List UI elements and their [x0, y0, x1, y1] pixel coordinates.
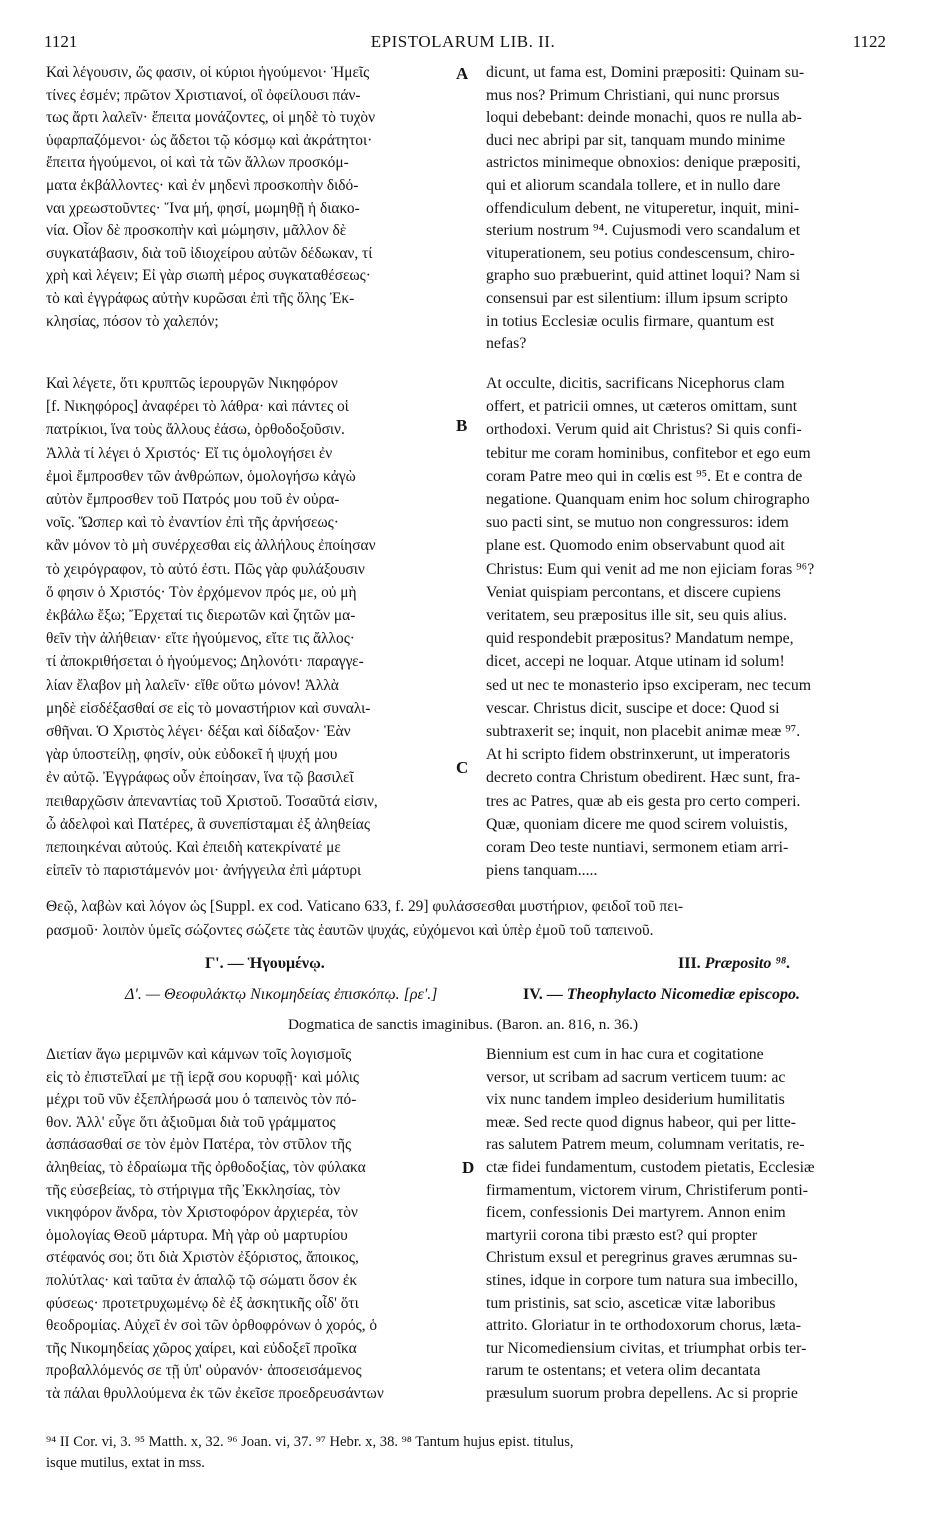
latin-text-line: coram Deo teste nuntiavi, sermonem etiam arri- [486, 839, 789, 857]
latin-text-line: meæ. Sed recte quod dignus habeor, qui per litte- [486, 1113, 796, 1131]
greek-text-line: εἰς τὸ ἐπιστεῖλαί με τῇ ἱερᾷ σου κορυφῇ· καὶ μόλις [46, 1068, 359, 1086]
greek-column-section-2 [46, 372, 464, 882]
greek-text-line: θεοδρομίας. Αὐχεῖ ἐν σοὶ τῶν ὀρθοφρόνων ὁ χορός, ὁ [46, 1317, 378, 1335]
latin-text-line: mus nos? Primum Christiani, qui nunc prorsus [486, 86, 780, 104]
greek-text-line: Καὶ λέγουσιν, ὥς φασιν, οἱ κύριοι ἡγούμενοι· Ἡμεῖς [46, 64, 370, 81]
latin-text-line: coram Patre meo qui in cœlis est ⁹⁵. Et e contra de [486, 467, 803, 485]
greek-text-line: τῆς εὐσεβείας, τὸ στήριγμα τῆς Ἐκκλησίας, τὸν [46, 1181, 341, 1199]
greek-text-line: πατρίκιοι, ἵνα τοὺς ἄλλους ἐάσω, ὀρθοδοξοῦσιν. [46, 421, 345, 439]
latin-text-line: qui et aliorum scandala tollere, et in nullo dare [486, 176, 781, 194]
greek-text-line: στέφανός σοι; ὅτι διὰ Χριστὸν ἐξόριστος, ἄποικος, [46, 1249, 359, 1267]
latin-text-line: Veniat quispiam percontans, et discere cupiens [486, 583, 781, 601]
greek-text-line: ἐν αὐτῷ. Ἐγγράφως οὖν ἐποίησαν, ἵνα τῷ βασιλεῖ [46, 769, 354, 787]
latin-text-line: plane est. Quomodo enim observabunt quod ait [486, 537, 785, 555]
greek-text-line: χρὴ καὶ λέγειν; Εἰ γὰρ σιωπὴ μέρος συγκαταθέσεως· [46, 267, 371, 285]
latin-text-line: astrictos minimeque obnoxios: denique præpositi, [486, 154, 801, 172]
greek-text-line: φύσεως· προτετρυχωμένῳ δὲ ἐξ ἀσκητικῆς οἶδ' ὅτι [46, 1294, 359, 1312]
latin-text-line: decreto contra Christum obedirent. Hæc sunt, fra- [486, 769, 801, 787]
greek-text-line: μηδὲ εἰσδέξασθαί σε εἰς τὸ μοναστήριον καὶ συναλι- [46, 699, 371, 717]
latin-heading-3 [678, 955, 790, 973]
latin-text-line: tres ac Patres, quæ ab eis gesta pro certo comperi. [486, 792, 801, 810]
latin-text-line: tum pristinis, sat scio, asceticæ vitæ laboribus [486, 1294, 776, 1312]
greek-heading-4: Δ'. — Θεοφυλάκτῳ Νικομηδείας ἐπισκόπῳ. [ρε'.] [125, 986, 438, 1003]
latin-text-line: dicunt, ut fama est, Domini præpositi: Quinam su- [486, 64, 805, 81]
latin-text-line: suo pacti sint, se mutuo non congressuros: idem [486, 514, 789, 532]
greek-text-line: τῆς Νικομηδείας χῶρος χαίρει, καὶ εὐδοξεῖ προῖκα [46, 1339, 357, 1357]
latin-text-line: tur Nicomediensium civitas, et triumphat orbis ter- [486, 1339, 807, 1357]
greek-text-line: πεποιηκέναι αὐτούς. Καὶ ἐπειδὴ κατεκρίνατέ με [46, 839, 341, 857]
greek-text-line: πολύτλας· καὶ ταῦτα ἐν ἁπαλῷ τῷ σώματι ὅσον ἐκ [46, 1271, 358, 1289]
greek-text-line: προβαλλόμενός σε τῇ ὑπ' οὐρανόν· ἀποσεισάμενος [46, 1362, 362, 1380]
greek-text-line: ματα ἐκβάλλοντες· καὶ ἐν μηδενὶ προσκοπὴν διδό- [46, 176, 359, 194]
latin-column-section-2 [486, 372, 896, 882]
greek-text-line: πειθαρχῶσιν ἀπεναντίας τοῦ Χριστοῦ. Τοσαῦτά εἰσιν, [46, 792, 378, 810]
latin-text-line: ctæ fidei fundamentum, custodem pietatis, Ecclesiæ [486, 1158, 815, 1176]
greek-text-line: ναι χρεωστοῦντες· Ἵνα μή, φησί, μωμηθῇ ἡ διακο- [46, 199, 360, 217]
footnotes [46, 1432, 890, 1474]
latin-text-line: subtraxerit se; inquit, non placebit animæ meæ ⁹⁷. [486, 723, 801, 741]
latin-text-line: At hi scripto fidem obstrinxerunt, ut imperatoris [486, 746, 791, 764]
greek-text-line: μέχρι τοῦ νῦν ἐξεπλήρωσά μου ὁ ταπεινὸς τὸν πό- [46, 1091, 357, 1109]
latin-text-line: veritatem, seu præpositus ille sit, seu quis alius. [486, 607, 787, 625]
greek-text-line: Διετίαν ἄγω μεριμνῶν καὶ κάμνων τοῖς λογισμοῖς [46, 1046, 352, 1063]
margin-marker-d: D [462, 1158, 475, 1177]
latin-text-line: nefas? [486, 335, 527, 353]
greek-text-line: κἂν μόνον τὸ μὴ συνέρχεσθαι εἰς ἀλλήλους ἐποίησαν [46, 537, 376, 555]
greek-text-line: ἐμοὶ ἔμπροσθεν τῶν ἀνθρώπων, ὁμολογήσω κἀγὼ [46, 467, 356, 485]
full-width-line-1: Θεῷ, λαβὼν καὶ λόγον ὡς [Suppl. ex cod. Vaticano 633, f. 29] φυλάσσεσθαι μυστήριον, φειδοῖ τοῦ πει- [46, 898, 683, 915]
latin-heading-4 [523, 986, 800, 1004]
greek-text-line: λίαν ἔλαβον μὴ λαλεῖν· εἴθε οὕτω μόνον! Ἀλλὰ [46, 676, 339, 694]
greek-column-section-1 [46, 62, 464, 333]
latin-heading-3-number: III. [678, 955, 701, 972]
latin-text-line: offert, et patricii omnes, ut cæteros omittam, sunt [486, 398, 798, 416]
latin-text-line: offendiculum debent, ne vituperetur, inquit, mini- [486, 199, 800, 217]
latin-text-line: vix nunc tandem impleo desiderium humilitatis [486, 1091, 785, 1109]
latin-text-line: negatione. Quanquam enim hoc solum chirographo [486, 491, 810, 509]
greek-text-line: θον. Ἀλλ' εὖγε ὅτι ἀξιοῦμαι διὰ τοῦ γράμματος [46, 1113, 336, 1131]
latin-text-line: sterium nostrum ⁹⁴. Cujusmodi vero scandalum et [486, 222, 801, 240]
greek-text-line: ὑφαρπαζόμενοι· ὡς ἄδετοι τῷ κόσμῳ καὶ ἀκράτητοι· [46, 131, 373, 149]
latin-heading-4-number: IV. — [523, 986, 563, 1003]
latin-text-line: orthodoxi. Verum quid ait Christus? Si quis confi- [486, 421, 802, 439]
greek-column-section-3 [46, 1044, 464, 1406]
latin-heading-4-text: Theophylacto Nicomediæ episcopo. [566, 986, 801, 1003]
greek-text-line: τὰ πάλαι θρυλλούμενα ἐκ τῶν ἐκεῖσε προεδρευσάντων [46, 1384, 384, 1402]
greek-text-line: ἀληθείας, τὸ ἑδραίωμα τῆς ὀρθοδοξίας, τὸν φύλακα [46, 1158, 366, 1176]
greek-text-line: θεῖν τὴν ἀλήθειαν· εἴτε ἡγούμενος, εἴτε τις ἄλλος· [46, 630, 355, 648]
margin-marker-a: A [456, 64, 469, 83]
latin-text-line: dicet, accepi ne loquar. Atque utinam id solum! [486, 653, 785, 671]
greek-text-line: ὁμολογίας Θεοῦ μάρτυρα. Μὴ γὰρ οὐ μαρτυρίου [46, 1226, 348, 1244]
footnote-line: isque mutilus, extat in mss. [46, 1455, 205, 1471]
latin-text-line: versor, ut scribam ad sacrum verticem tuum: ac [486, 1068, 786, 1086]
greek-text-line: ὅ φησιν ὁ Χριστός· Τὸν ἐρχόμενον πρός με, οὐ μὴ [46, 583, 357, 601]
latin-column-section-1 [486, 62, 896, 356]
greek-text-line: ἔπειτα ἡγούμενοι, οἱ καὶ τὰ τῶν ἄλλων προσκόμ- [46, 154, 349, 172]
greek-text-line: τί ἀποκριθήσεται ὁ ἡγούμενος; Δηλονότι· παραγγε- [46, 653, 364, 671]
latin-text-line: At occulte, dicitis, sacrificans Nicephorus clam [486, 375, 785, 392]
margin-marker-b: B [456, 416, 468, 435]
greek-text-line: τίνες ἐσμέν; πρῶτον Χριστιανοί, οἳ ὀφείλουσι πάν- [46, 86, 361, 104]
latin-text-line: grapho suo præbuerint, quid attinet loqui? Nam si [486, 267, 801, 285]
greek-text-line: τως ἄρτι λαλεῖν· ἔπειτα μονάζοντες, οἱ μηδὲ τὸ τυχὸν [46, 109, 376, 127]
greek-text-line: κλησίας, πόσον τὸ χαλεπόν; [46, 312, 219, 330]
running-title: EPISTOLARUM LIB. II. [370, 32, 556, 51]
footnote-line: ⁹⁴ II Cor. vi, 3. ⁹⁵ Matth. x, 32. ⁹⁶ Joan. vi, 37. ⁹⁷ Hebr. x, 38. ⁹⁸ Tantum hujus epist. titulus, [46, 1434, 574, 1450]
greek-text-line: σθῆναι. Ὁ Χριστὸς λέγει· δέξαι καὶ δίδαξον· Ἐὰν [46, 723, 351, 741]
latin-text-line: vescar. Christus dicit, suscipe et doce: Quod si [486, 699, 780, 717]
greek-text-line: Καὶ λέγετε, ὅτι κρυπτῶς ἱερουργῶν Νικηφόρον [46, 375, 338, 392]
greek-text-line: [f. Νικηφόρος] ἀναφέρει τὸ λάθρα· καὶ πάντες οἱ [46, 398, 349, 416]
latin-text-line: tebitur me coram hominibus, confitebor et ego eum [486, 444, 811, 462]
latin-text-line: Christus: Eum qui venit ad me non ejiciam foras ⁹⁶? [486, 560, 815, 578]
dogmatica-subtitle: Dogmatica de sanctis imaginibus. (Baron. an. 816, n. 36.) [287, 1016, 639, 1033]
latin-text-line: ras salutem Patrem meum, columnam veritatis, re- [486, 1136, 805, 1154]
margin-marker-c: C [456, 758, 469, 777]
latin-text-line: quid respondebit præpositus? Mandatum nempe, [486, 630, 794, 648]
page-number-left: 1121 [44, 32, 78, 51]
greek-text-line: νοῖς. Ὥσπερ καὶ τὸ ἐναντίον ἐπὶ τῆς ἀρνήσεως· [46, 514, 339, 532]
greek-text-line: ἐκβάλω ἔξω; Ἔρχεταί τις διερωτῶν καὶ ζητῶν μα- [46, 607, 356, 625]
full-width-line-2: ρασμοῦ· λοιπὸν ὑμεῖς σώζοντες σώζετε τὰς ἑαυτῶν ψυχάς, εὐχόμενοι καὶ ὑπὲρ ἐμοῦ τοῦ ταπεινοῦ. [46, 922, 654, 939]
latin-text-line: ficem, confessionis Dei martyrem. Annon enim [486, 1204, 786, 1222]
latin-text-line: martyrii corona tibi præsto est? qui propter [486, 1226, 758, 1244]
latin-column-section-3 [486, 1044, 896, 1406]
greek-text-line: νικηφόρον ἄνδρα, τὸν Χριστοφόρον ἀρχιερέα, τὸν [46, 1204, 358, 1222]
latin-text-line: rarum te ostentans; et vetera olim decantata [486, 1362, 761, 1380]
greek-heading-3: Γ'. — Ἡγουμένῳ. [205, 955, 325, 972]
latin-text-line: attrito. Gloriatur in te orthodoxorum chorus, læta- [486, 1317, 801, 1335]
greek-text-line: γὰρ ὑποστείλῃ, φησίν, οὐκ εὐδοκεῖ ἡ ψυχή μου [46, 746, 338, 764]
greek-text-line: τὸ χειρόγραφον, τὸ αὐτό ἐστι. Πῶς γὰρ φυλάξουσιν [46, 560, 365, 578]
latin-text-line: Quæ, quoniam dicere me quod scirem voluistis, [486, 815, 788, 833]
latin-text-line: piens tanquam..... [486, 862, 598, 880]
latin-text-line: stines, idque in corpore tum natura sua imbecillo, [486, 1271, 798, 1289]
latin-text-line: firmamentum, victorem virum, Christiferum ponti- [486, 1181, 809, 1199]
page-number-right: 1122 [852, 32, 886, 51]
latin-text-line: consensui par est silentium: illum ipsum scripto [486, 289, 788, 307]
greek-text-line: συγκατάβασιν, διὰ τοῦ ἰδιοχείρου αὐτῶν δέδωκαν, τί [46, 244, 373, 262]
greek-text-line: ἀσπάσασθαί σε τὸν ἐμὸν Πατέρα, τὸν στῦλον τῆς [46, 1136, 352, 1154]
latin-text-line: Biennium est cum in hac cura et cogitatione [486, 1046, 764, 1063]
latin-text-line: vituperationem, seu potius condescensum, chiro- [486, 244, 795, 262]
latin-text-line: sed ut nec te monasterio ipso exciperam, nec tecum [486, 676, 812, 694]
latin-text-line: in totius Ecclesiæ oculis firmare, quantum est [486, 312, 775, 330]
greek-text-line: Ἀλλὰ τί λέγει ὁ Χριστός· Εἴ τις ὁμολογήσει ἐν [46, 444, 333, 462]
latin-text-line: loqui debebant: deinde monachi, quos re nulla ab- [486, 109, 802, 127]
latin-text-line: duci nec abripi par sit, tanquam mundo minime [486, 131, 786, 149]
greek-text-line: νία. Οἷον δὲ προσκοπὴν καὶ μώμησιν, μᾶλλον δὲ [46, 222, 347, 240]
greek-text-line: εἰπεῖν τὸ παριστάμενόν μοι· ἀνήγγειλα ἐπὶ μάρτυρι [46, 862, 362, 880]
greek-text-line: ὦ ἀδελφοὶ καὶ Πατέρες, ἃ συνεπίσταμαι ἐξ ἀληθείας [46, 815, 370, 833]
latin-text-line: præsulum suorum probra depellens. Ac si proprie [486, 1384, 798, 1402]
latin-heading-3-text: Præposito ⁹⁸. [704, 955, 791, 972]
greek-text-line: αὐτὸν ἔμπροσθεν τοῦ Πατρός μου τοῦ ἐν οὐρα- [46, 491, 340, 509]
latin-text-line: Christum exsul et peregrinus graves ærumnas su- [486, 1249, 798, 1267]
greek-text-line: τὸ καὶ ἐγγράφως αὐτὴν κυρῶσαι ἐπὶ τῆς ὅλης Ἐκ- [46, 289, 355, 307]
